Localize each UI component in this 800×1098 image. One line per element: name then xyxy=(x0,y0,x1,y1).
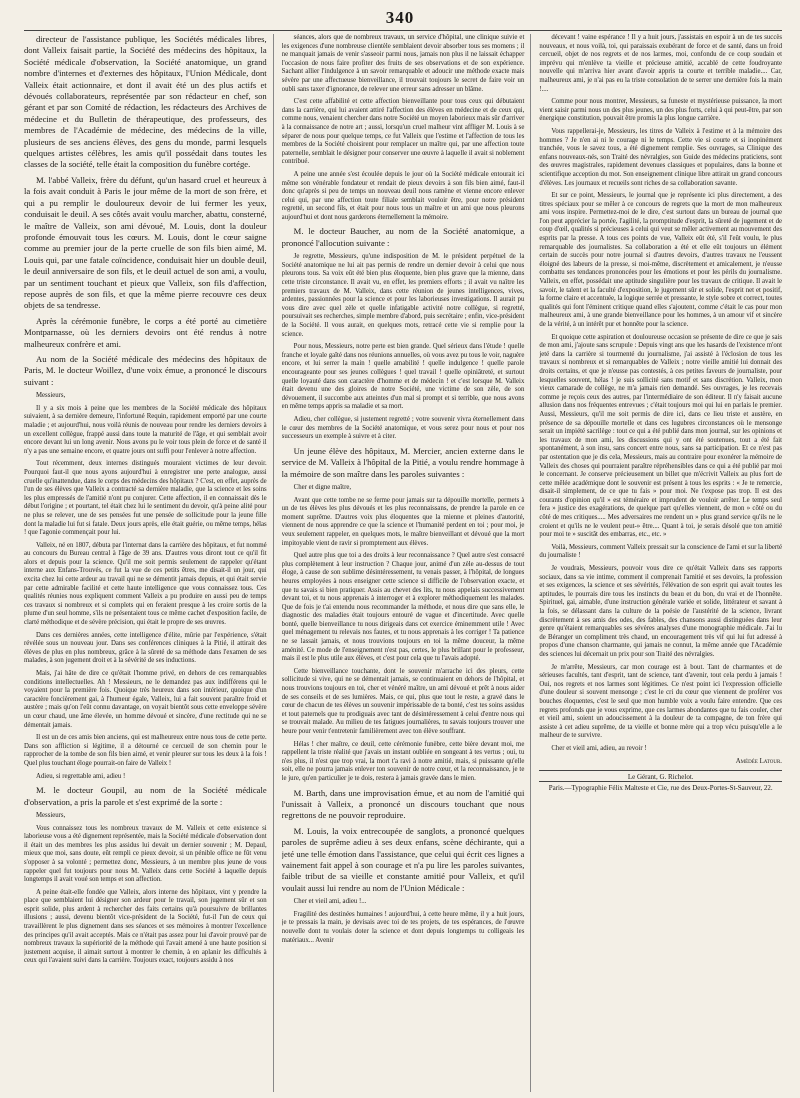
column-1 xyxy=(24,34,274,1092)
paragraph: Messieurs, xyxy=(36,392,66,400)
paragraph: Cher et digne maître, xyxy=(293,483,352,491)
paragraph: décevant ! vaine espérance ! Il y a huit jours, j'assistais en espoir à un de tes succès nouveaux, et nous voilà, toi, qui paraissais exubérant de force et de santé, dans un froid cercueil, objet de nos regrets et de nos larmes, moi, confondu de ce coup soudain et imprévu qui m'enlève ta vieille et précieuse amitié, accablé de cette foudroyante nouvelle qui m'arriva hier avant d'avoir appris ta courte et terrible maladie.... Car, malheureux ami, je n'ai pas eu la triste consolation de te serrer une dernière fois la main !.... xyxy=(539,34,783,93)
text-columns xyxy=(24,34,782,1092)
paragraph: M. Louis, la voix entrecoupée de sanglots, a prononcé quelques paroles de suprême adieu à ses deux enfans, scène déchirante, qui a jeté une telle émotion dans l'assistance, que celui qui écrit ces lignes a vainement fait appel à son courage et n'a pu lire les paroles suivantes, faible tribut de sa vieille et constante amitié pour Valleix, et qu'il voulait aussi lui rendre au nom de l'Union Médicale : xyxy=(281,825,525,893)
paragraph: Cher et vieil ami, adieu, au revoir ! xyxy=(551,744,647,752)
paragraph: Messieurs, xyxy=(36,811,66,819)
column-3 xyxy=(539,34,782,1092)
paragraph: Je voudrais, Messieurs, pouvoir vous dire ce qu'était Valleix dans ses rapports sociaux, dans sa vie intime, comment il comprenait l'amitié et ses devoirs, la profession et ses exigences, la science et ses sévérités, l'élévation de son esprit qui avait toutes les aptitudes, le pourrais dire tous les instincts du beau et du bon, du vrai et de l'honnête. Spirituel, gai, aimable, d'une instruction générale variée et solide, littérateur et savant à la fois, se délassant dans la culture de la poésie de l'austérité de la science, livrant discrètement à ses amis des odes, des fables, des chansons aussi distinguées dans leur genre qu'étaient remarquables ses sévères analyses d'une monographie médicale. J'ai lu de Béranger un compliment très chaud, un encouragement très vif qui lui fut adressé à propos d'une chanson charmante, qui jamais ne connut, la même année que l'Académie des sciences lui décernait un prix pour son Traité des névralgies. xyxy=(539,565,783,658)
paragraph: Tout récemment, deux internes distingués mouraient victimes de leur devoir. Pourquoi faut-il que nous ayons aujourd'hui à enregistrer une perte analogue, aussi cruelle qu'inattendue, dans le corps des médecins des hôpitaux ? C'est, en effet, auprès de l'un de ses élèves que Valleix a contracté sa dernière maladie, que la science et les soins les plus empressés de l'amitié n'ont pu conjurer. Cette affection, il en connaissait dès le début l'origine ; et pourtant, tel était chez lui le sentiment du devoir, qu'à peine alité pour ne plus se relever, une de ses pensées fut une pensée de sollicitude pour la jeune fille dont la maladie lui fut si fatale. Deux jours après, elle était guérie, ou même temps, hélas ! que l'agonie commençait pour lui. xyxy=(24,460,267,537)
paragraph: Comme pour nous montrer, Messieurs, sa funeste et mystérieuse puissance, la mort vient saisir parmi nous un des plus jeunes, un des plus forts, celui à qui peut-être, par son énergique constitution, pouvait être promis la plus longue carrière. xyxy=(539,98,783,123)
paragraph: M. le docteur Goupil, au nom de la Société médicale d'observation, a pris la parole et s'est exprimé de la sorte : xyxy=(24,785,267,807)
paragraph: Quel autre plus que toi a des droits à leur reconnaissance ? Quel autre s'est consacré plus complètement à leur instruction ? Chaque jour, animé d'un zèle au-dessus de tout éloge, à cause de son sublime désintéressement, tu venais passer, à l'hôpital, de longues heures employées à nous enseigner cette science si difficile de l'observation exacte, et que tu savais si bien pratiquer. Assis au chevet des lits, tu nous appelais successivement devant toi, et tu nous apprenais à interroger et à explorer méthodiquement les malades. Que de fois je t'ai entendu nous recommander la méthode, et nous dire que sans elle, le diagnostic des maladies était toujours entouré de vague et d'incertitude. Avec quelle bonté, quelle bienveillance tu nous dirigeais dans cet exercice éminemment utile ! Avec quel ménagement tu relevais nos fautes, et tu nous apprenais à les corriger ! Ta patience ne se lassait jamais, et nous trouvions toujours en toi la même douceur, la même aménité. Ce mode de l'enseignement n'est pas, certes, le plus brillant pour le professeur, mais il est le plus utile aux élèves, et c'est pour cela que tu l'avais adopté. xyxy=(281,552,525,663)
paragraph: Vous connaissez tous les nombreux travaux de M. Valleix et cette existence si laborieuse vous a été dignement représentée, mais la Société médicale d'observation dont il était un des membres les plus assidus lui devait un dernier souvenir ; M. Depaul, mieux que moi, sans doute, eût rempli ce pieux devoir, si un pénible office ne fût venu s'opposer à sa volonté ; permettez donc, Messieurs, à un membre plus jeune de vous rappeler quel fut toujours pour nous M. Valleix dans cette Société à laquelle depuis longtemps il avait voué son temps et son affection. xyxy=(24,824,267,884)
paragraph: C'est cette affabilité et cette affection bienveillante pour tous ceux qui débutaient dans la carrière, qui lui avaient attiré l'affection des élèves en médecine et de ceux qui, comme nous, venaient chercher dans notre Société un moyen laborieux mais sûr d'arriver à la connaissance de notre art ; aussi, lorsqu'un cruel malheur vint affliger M. Louis à se séparer de nous pour quelque temps, ce fut Valleix que l'estime et l'affection de tous les membres de la Société choisirent pour remplacer un maître qui, par une affection toute paternelle, semblait le désigner pour conserver une œuvre à laquelle il avait si noblement contribué. xyxy=(281,98,525,166)
paragraph: séances, alors que de nombreux travaux, un service d'hôpital, une clinique suivie et les exigences d'une nombreuse clientèle semblaient devoir absorber tous ses momens ; il ne manquait jamais de venir s'asseoir parmi nous, jamais non plus il ne laissait échapper l'occasion de nous faire profiter des fruits de ses observations et de son expérience. Sachant allier l'indulgence à un savoir remarquable et adoucir une méthode exacte mais sévère par une affectueuse bienveillance, il trouvait toujours le secret de faire voir un oubli sans taxer d'ignorance, de relever une erreur sans adresser un blâme. xyxy=(281,34,525,93)
paragraph: Hélas ! cher maître, ce deuil, cette cérémonie funèbre, cette bière devant moi, me rappellent la triste réalité que j'avais un instant oubliée en songeant à tes vertus ; oui, tu n'es plus, il n'est que trop vrai, la mort t'a ravi à notre amitié, mais, si puissante qu'elle soit, elle ne pourra jamais enlever ton souvenir de notre cœur, et la reconnaissance, je te le jure, qu'en particulier je te dois, restera à jamais gravée dans le mien. xyxy=(281,740,525,782)
paragraph: Valleix, né en 1807, débuta par l'internat dans la carrière des hôpitaux, et fut nommé au concours du Bureau central à l'âge de 39 ans. D'autres vous diront tout ce qu'il fit alors et depuis pour la science. Qu'il me soit permis seulement de rappeler qu'étant interne aux Enfans-Trouvés, ce fut la vue de ces petits êtres, me disait-il un jour, qui excita chez lui cette ardeur au travail qui ne se démentit jamais depuis, et qui était servie par cette admirable facilité et cette haute intelligence que vous connaissez tous. Ces qualités réunies nous expliquent comment Valleix a pu produire en aussi peu de temps ces travaux si nombreux et si complets qui en feraient presque à les croire sortis de la plume d'un seul homme, s'ils ne présentaient tous ce même cachet d'exposition facile, de clarté méthodique et de sévère précision, qui était le propre de ses œuvres. xyxy=(24,541,267,627)
paragraph: Cette bienveillance touchante, dont le souvenir m'arrache ici des pleurs, cette sollicitude si vive, qui ne se démentait jamais, se continuaient en dehors de l'hôpital, et nous trouvions toujours en toi, cher et vénéré maître, un ami dévoué et prêt à nous aider de ses conseils et de ses lumières. Mais, ce qui, plus que tout le reste, a gravé dans le cœur de chacun de tes élèves un souvenir impérissable de ta bonté, c'est tes soins assidus et tout paternels que tu prodiguais avec tant de désintéressement à celui d'entre nous qui se trouvait malade. Au milieu de tes fatigues journalières, tu savais toujours trouver une heure pour venir t'entretenir familièrement avec ton élève souffrant. xyxy=(281,667,525,735)
paragraph: directeur de l'assistance publique, les Sociétés médicales libres, dont Valleix faisait partie, la Société des médecins des hôpitaux, la Société médicale d'observation, la Société anatomique, un grand nombre d'internes et d'externes des hôpitaux, l'Union Médicale, dont Valleix était actionnaire, et dont il avait été un des plus actifs et dévoués collaborateurs, représentée par son rédacteur en chef, son gérant et par son Comité de rédaction, les rédacteurs des Archives de médecine et du Bulletin de thérapeutique, des professeurs, des membres de l'Académie de médecine, des médecins de la ville, plusieurs de ses anciens élèves, des gens du monde, parmi lesquels quelques artistes célèbres, les amis qu'il possédait dans toutes les classes de la société, telle était la composition du funèbre cortége. xyxy=(24,34,267,170)
paragraph: A peine était-elle fondée que Valleix, alors interne des hôpitaux, vint y prendre la place que semblaient lui désigner son ardeur pour le travail, son jugement sûr et son esprit solide, plus ardent à rechercher des faits certains qu'à poursuivre de brillantes illusions ; aussi, devenu bientôt vice-président de la Société, fut-il l'un de ceux qui travaillèrent le plus dignement dans ses séances et ses mémoires à montrer l'excellence des principes qu'il avait acceptés. Mais ce n'était pas assez pour lui d'avoir prouvé par de nombreux travaux la supériorité de la méthode qui l'avait amené à une haute position si justement acquise, il aimait surtout à montrer le chemin, à en aplanir les difficultés à ceux qui l'avaient suivi dans la carrière. Toujours exact, toujours assidu à nos xyxy=(24,888,267,965)
page-number: 340 xyxy=(385,8,415,27)
paragraph: Et sur ce point, Messieurs, le journal que je représente ici plus directement, a des titres spéciaux pour se mêler à ce concours de regrets que la mort de mon malheureux ami vous inspire. Permettez-moi de le dire, c'est surtout dans un bureau de journal que l'on peut apprécier la portée, l'agilité, la promptitude d'esprit, la sûreté de jugement et de coup d'œil, qualités si précieuses à celui qui veut se mêler activement au mouvement des esprits par la presse. A tous ces points de vue, Valleix eût été, s'il l'eût voulu, le plus remarquable des journalistes. Sa collaboration a été et elle eût toujours un élément certain de succès pour notre journal si d'autres devoirs, d'autres travaux ne l'eussent éloigné des labeurs de la presse, si moi-même, discrètement et amicalement, je n'eusse combattu ses tendances prononcées pour les émotions et pour les périls du journalisme. Valleix, en effet, possédait une aptitude singulière pour les travaux de critique. Il avait le savoir, le talent et la faculté d'exposition, le jugement sûr et solide, l'esprit net et positif, la forme claire et accentuée, la logique serrée et pressante, le style sobre et correct, toutes qualités qui font l'éminent critique quand elles s'ajoutent, comme c'était le cas pour mon malheureux ami, à une grande bienveillance pour les hommes, à un amour vif et sincère de la vérité, à un intérêt pur et honnête pour la science. xyxy=(539,192,783,328)
paragraph: Au nom de la Société médicale des médecins des hôpitaux de Paris, M. le docteur Woillez, d'une voix émue, a prononcé le discours suivant : xyxy=(24,353,267,387)
paragraph: Un jeune élève des hôpitaux, M. Mercier, ancien externe dans le service de M. Valleix à l'hôpital de la Pitié, a voulu rendre hommage à la mémoire de son maître dans les paroles suivantes : xyxy=(281,445,525,479)
paragraph: Pour nous, Messieurs, notre perte est bien grande. Quel sérieux dans l'étude ! quelle franche et loyale gaîté dans nos réunions annuelles, où vous avez pu tous le voir, naguère encore, et lui serrer la main ! quelle amabilité ! quelle indulgence ! quelle parole encourageante pour ses jeunes collègues ! quel travail ! quelle opiniâtreté, et surtout quelle loyauté dans son caractère d'homme et de médecin ! et c'est lorsque M. Valleix était devenu une des gloires de notre Société, une victime de son zèle, de son dévouement, il succombe aux atteintes d'un mal si prompt et si terrible, que nous avons en même temps appris sa maladie et sa mort. xyxy=(281,343,525,411)
signature: Amédée Latour. xyxy=(735,757,783,765)
paragraph: Adieu, si regrettable ami, adieu ! xyxy=(36,772,126,780)
column-2 xyxy=(282,34,532,1092)
paragraph: Je regrette, Messieurs, qu'une indisposition de M. le président perpétuel de la Société anatomique ne lui ait pas permis de rendre un dernier devoir à celui que nous pleurons tous. Sa voix eût été bien plus éloquente, bien plus grave que la mienne, dans cette triste circonstance. Il avait vu, en effet, les premiers efforts ; il avait vu naître les premiers travaux de M. Valleix, dans cette réunion de jeunes intelligences, vives, ardentes, passionnées pour la science et pour les laborieuses investigations. Il aurait pu vous dire avec quel zèle et quelle infatigable activité notre collègue, si regretté, poursuivait ses recherches, simple membre d'abord, puis secrétaire ; enfin, vice-président de la Société. Il vous aurait, en quelques mots, retracé cette vie si remplie pour la science. xyxy=(281,253,525,338)
paragraph: Après la cérémonie funèbre, le corps a été porté au cimetière Montparnasse, où les derniers devoirs ont été rendus à notre malheureux confrère et ami. xyxy=(24,315,267,349)
paragraph: M. le docteur Baucher, au nom de la Société anatomique, a prononcé l'allocution suivante : xyxy=(281,226,525,248)
paragraph: A peine une année s'est écoulée depuis le jour où la Société médicale entourait ici même son vénérable fondateur et rendait de pieux devoirs à son fils bien aimé, faut-il donc qu'après si peu de temps un nouveau deuil nous ramène et vienne encore enlever celui qui, par une affection toute filiale semblait vouloir être, pour notre président regretté, un second fils, et était pour nous tous un maître et un ami que nous pleurons aujourd'hui et dont nous garderons éternellement la mémoire. xyxy=(281,170,525,221)
printer-line: Paris.—Typographie Félix Malteste et Cie, rue des Deux-Portes-St-Sauveur, 22. xyxy=(539,781,782,792)
paragraph: Adieu, cher collègue, si justement regretté ; votre souvenir vivra éternellement dans le cœur des membres de la Société anatomique, et vous serez pour nous et pour nos successeurs un exemple à suivre et à citer. xyxy=(281,415,525,441)
column-3-body xyxy=(539,34,782,754)
paragraph: Et quoique cette aspiration et douloureuse occasion se présente de dire ce que je sais de mon ami, j'ajoute sans scrupule : Depuis vingt ans que les hasards de l'existence m'ont jeté dans la carrière si tourmenté du journalisme, j'ai assisté à l'éclosion de tous les travaux si nombreux et si remarquables de Valleix ; notre vieille amitié lui donnait des droits certains, et que je n'eusse pas contestés, à ces petites faveurs de journaliste, pour lesquelles souvent, hélas ! je suis sollicité sans motif et sans discrétion. Valleix, mon vieux camarade de collège, ne m'a jamais rien demandé. Ses ouvrages, je les recevais comme je reçois ceux des autres, par l'intermédiaire de son éditeur. Il n'y faisait aucune allusion dans nos fréquentes entrevues ; c'était toujours moi qui lui en parlais le premier. Aussi, Messieurs, qu'il me soit permis de dire ici, dans ce lieu triste et austère, en présence de sa dépouille mortelle et dans ces lugubres circonstances où le mensonge serait un impiété sacrilège : tout ce qui a été publié dans mon journal, sur les opinions et les travaux de mon ami, les discussions qui y ont été soutenues, tout a été fait spontanément, à son insu, sans concert entre nous, sans sa participation. Et ce n'est pas par ostentation que je dis cela, Messieurs, mais au contraire pour exonérer la mémoire de Valleix des choses qui pourraient paraître répréhensibles dans ce qui a été publié par moi le concernant. Je conserve précieusement un billet que m'écrivit Valleix au plus fort de cette mêlée académique dont le souvenir est présent à tous les esprits : « Je te remercie, disait-il simplement, de ce que tu fais » pour moi. Ne t'expose pas trop. Il est des courants d'opinion qu'il » est téméraire et imprudent de vouloir arrêter. Le temps seul fera » justice des exagérations, de quelque part qu'elles viennent, de mon » côté ou du côté de mes critiques..... Mes adversaires me rendent un » plus grand service qu'ils ne le croient et qu'ils ne le veulent peut-» être.... Quant à toi, je serais désolé que ton amitié pour moi te » suscitât des embarras, etc., etc. » xyxy=(539,333,783,539)
paragraph: M. l'abbé Valleix, frère du défunt, qu'un hasard cruel et heureux à la fois avait conduit à Paris le jour même de la mort de son frère, et qui a pu remplir le douloureux devoir de lui fermer les yeux, conduisait le deuil. A ses côtés avait voulu marcher, abattu, consterné, le maître de Valleix, son ami dévoué, M. Louis, dont la douleur profonde émouvait tous les cœurs. M. Louis, dont le cœur saigne comme au premier jour de la perte cruelle de son fils bien aimé, M. Louis qui, par une fatale coïncidence, conduisait hier un double deuil, le deuil anniversaire de son fils, et le deuil actuel de son ami, a voulu, par un sentiment touchant et pieux que Valleix, son fils d'affection, repose auprès de son fils, et que la même pierre recouvre ces deux objets de sa tendresse. xyxy=(24,174,267,311)
paragraph: Voilà, Messieurs, comment Valleix pressait sur la conscience de l'ami et sur la liberté du journaliste ! xyxy=(539,543,783,560)
paragraph: Il y a six mois à peine que les membres de la Société médicale des hôpitaux suivaient, à sa dernière demeure, l'infortuné Requin, rapidement emporté par une courte maladie ; et aujourd'hui, nous voilà réunis de nouveau pour rendre les derniers devoirs à un excellent collègue, frappé aussi dans toute la maturité de l'âge, et qui semblait avoir encore devant lui un long avenir. Nous avons pu le voir tous plein de force et de santé il n'y a pas une semaine encore, et quatre jours ont suffi pour l'enlever à notre affection. xyxy=(24,404,267,455)
header-rule xyxy=(24,30,782,31)
paragraph: Avant que cette tombe ne se ferme pour jamais sur ta dépouille mortelle, permets à un de tes élèves les plus dévoués et les plus reconnaissans, de prendre la parole en ce moment suprême. D'autres voix plus éloquentes que la mienne et pleines d'autorité, viennent de nous apprendre ce que la science et l'humanité perdent en toi ; pour moi, je veux seulement rappeler, en quelques mots, le maître bienveillant et dévoué que la mort impitoyable vient de ravir si promptement aux élèves. xyxy=(281,496,525,547)
paragraph: Fragilité des destinées humaines ! aujourd'hui, à cette heure même, il y a huit jours, je te pressais la main, je devisais avec toi de tes projets, de tes espérances, de l'œuvre nouvelle dont tu voulais doter la science et dont depuis longtemps tu colligeais les matériaux... Avenir xyxy=(281,910,525,944)
gerant-line: Le Gérant, G. Richelot. xyxy=(539,770,782,781)
paragraph: Cher et vieil ami, adieu !... xyxy=(293,898,367,906)
paragraph: Vous rappellerai-je, Messieurs, les titres de Valleix à l'estime et à la mémoire des hommes ? Je n'en ai ni le courage ni le temps. Cette vie si courte et si inopinément tranchée, vous le savez tous, a été dignement remplie. Ses ouvrages, sa Clinique des enfans nouveaux-nés, son Traité des névralgies, son Guide des médecins praticiens, sont des œuvres magistrales, rapidement devenues classiques et populaires, dans la bonne et scientifique acception du mot. Son enseignement clinique libre attirait un grand concours d'élèves. Les journaux et recueils sont riches de sa collaboration savante. xyxy=(539,127,783,187)
paragraph: M. Barth, dans une improvisation émue, et au nom de l'amitié qui l'unissait à Valleix, a prononcé un discours touchant que nous regrettons de ne pouvoir reproduire. xyxy=(281,787,525,821)
paragraph: Dans ces dernières années, cette intelligence d'élite, mûrie par l'expérience, s'était révélée sous un nouveau jour. Dans ses conférences cliniques à la Pitié, il attirait des élèves de plus en plus nombreux, grâce à la sûreté de sa méthode dans l'examen de ses malades, à son jugement droit et à la sévérité de ses inductions. xyxy=(24,631,267,665)
paragraph: Il est un de ces amis bien anciens, qui est malheureux entre nous tous de cette perte. Dans son affliction si légitime, il a détourné ce cercueil de son chemin pour le rapprocher de la tombe de son fils bien aimé, et venir pleurer sur tous les deux à la fois ! Quel plus touchant éloge pourrait-on faire de Valleix ! xyxy=(24,734,267,767)
paragraph: Je m'arrête, Messieurs, car mon courage est à bout. Tant de charmantes et de sérieuses facultés, tant d'esprit, tant de science, tant d'avenir, tout cela perdu à jamais ! Oui, nos regrets et nos larmes sont légitimes. Ce n'est point ici l'expression officielle d'une douleur si souvent mensonge ; c'est le cri du cœur que viennent de proférer vos bouches éloquentes, c'est le seul que mon humble voix a voulu faire entendre. Que ces regrets profonds que je vous exprime, que ces larmes abondantes que tu fais couler, cher et vieil ami, soient un adoucissement à la douleur de ta compagne, de ton frère qui assiste à cet adieu suprême, de ta vieille et bonne mère qui a trop vécu puisqu'elle a le malheur de te survivre. xyxy=(539,663,783,740)
paragraph: Mais, j'ai hâte de dire ce qu'était l'homme privé, en dehors de ces remarquables conditions intellectuelles. Ah ! Messieurs, ne le demandez pas aux indifférens qui le voyaient pour la première fois. Quoique très heureux dans son intérieur, quoique d'un caractère foncièrement gai, à l'humeur égale, Valleix, lui a fait souvent paraître froid et austère ; mais qu'on l'eût connu davantage, on voyait bientôt sous cette enveloppe sévère un cœur chaud, une âme élevée, un homme dévoué et sincère, d'une rectitude qui ne se démentait jamais. xyxy=(24,670,267,729)
